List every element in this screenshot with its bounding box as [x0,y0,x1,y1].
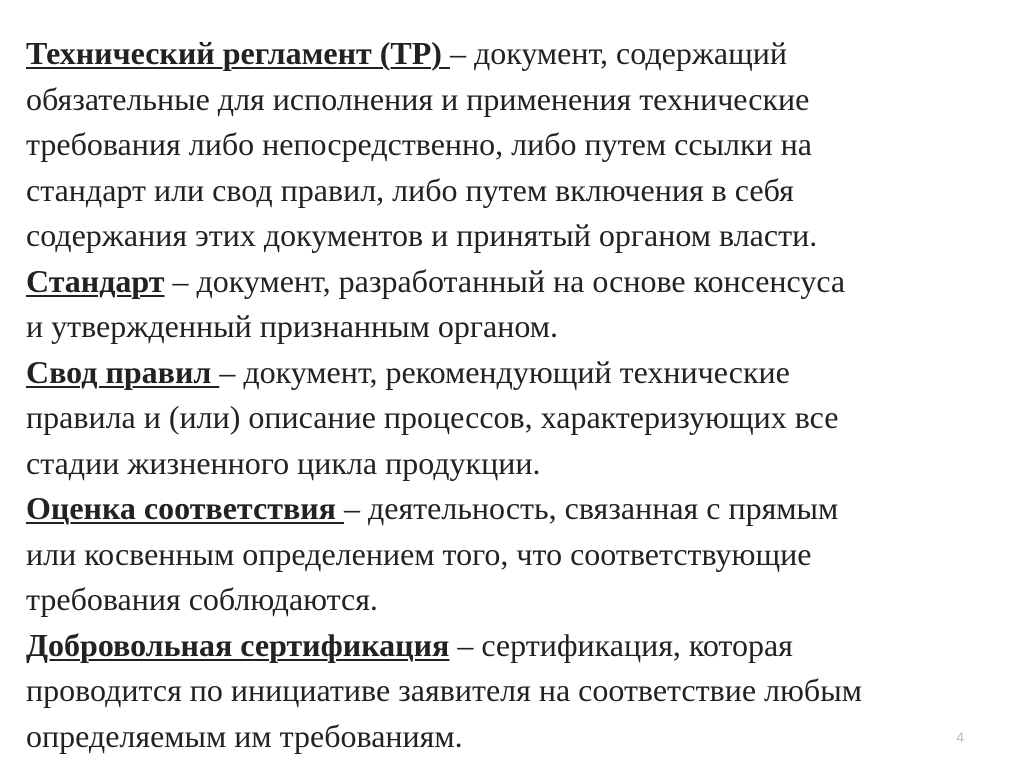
definition-5-text: – сертификация, которая [449,626,793,663]
definition-4-text: – деятельность, связанная с прямым [343,490,839,526]
definitions-text [26,31,1011,759]
definition-2-text: – документ, разработанный на основе консенсуса [164,262,846,299]
definition-4-line-1 [26,486,1011,532]
definition-2-line-2: и утвержденный признанным органом. [26,308,559,344]
definition-1-line-3: требования либо непосредственно, либо путем ссылки на [26,126,812,162]
definition-3-text: – документ, рекомендующий технические [219,353,790,390]
definition-5-line-3: определяемым им требованиям. [26,717,463,754]
term-voluntary-certification: Добровольная сертификация [26,626,450,663]
definition-1-line-4: стандарт или свод правил, либо путем включения в себя [26,171,794,208]
slide-number: 4 [956,729,964,745]
definition-3-line-1 [26,350,1011,396]
definition-2-line-1 [26,259,1011,305]
term-standard: Стандарт [26,262,165,299]
definition-3-line-3: стадии жизненного цикла продукции. [26,444,541,481]
definition-5-line-2: проводится по инициативе заявителя на соответствие любым [26,672,862,708]
term-conformity-assessment: Оценка соответствия [26,490,344,526]
term-code-of-rules: Свод правил [26,353,220,390]
definition-1-text: – документ, содержащий [449,35,788,71]
definition-1-line-2: обязательные для исполнения и применения технические [26,80,810,117]
definition-3-line-2: правила и (или) описание процессов, характеризующих все [26,399,839,435]
definition-4-line-2: или косвенным определением того, что соответствующие [26,535,812,572]
definition-1-line-1 [26,31,1011,77]
definition-1-line-5: содержания этих документов и принятый органом власти. [26,217,818,253]
term-technical-regulation: Технический регламент (ТР) [26,35,450,71]
definition-4-line-3: требования соблюдаются. [26,581,378,617]
definition-5-line-1 [26,623,1011,669]
